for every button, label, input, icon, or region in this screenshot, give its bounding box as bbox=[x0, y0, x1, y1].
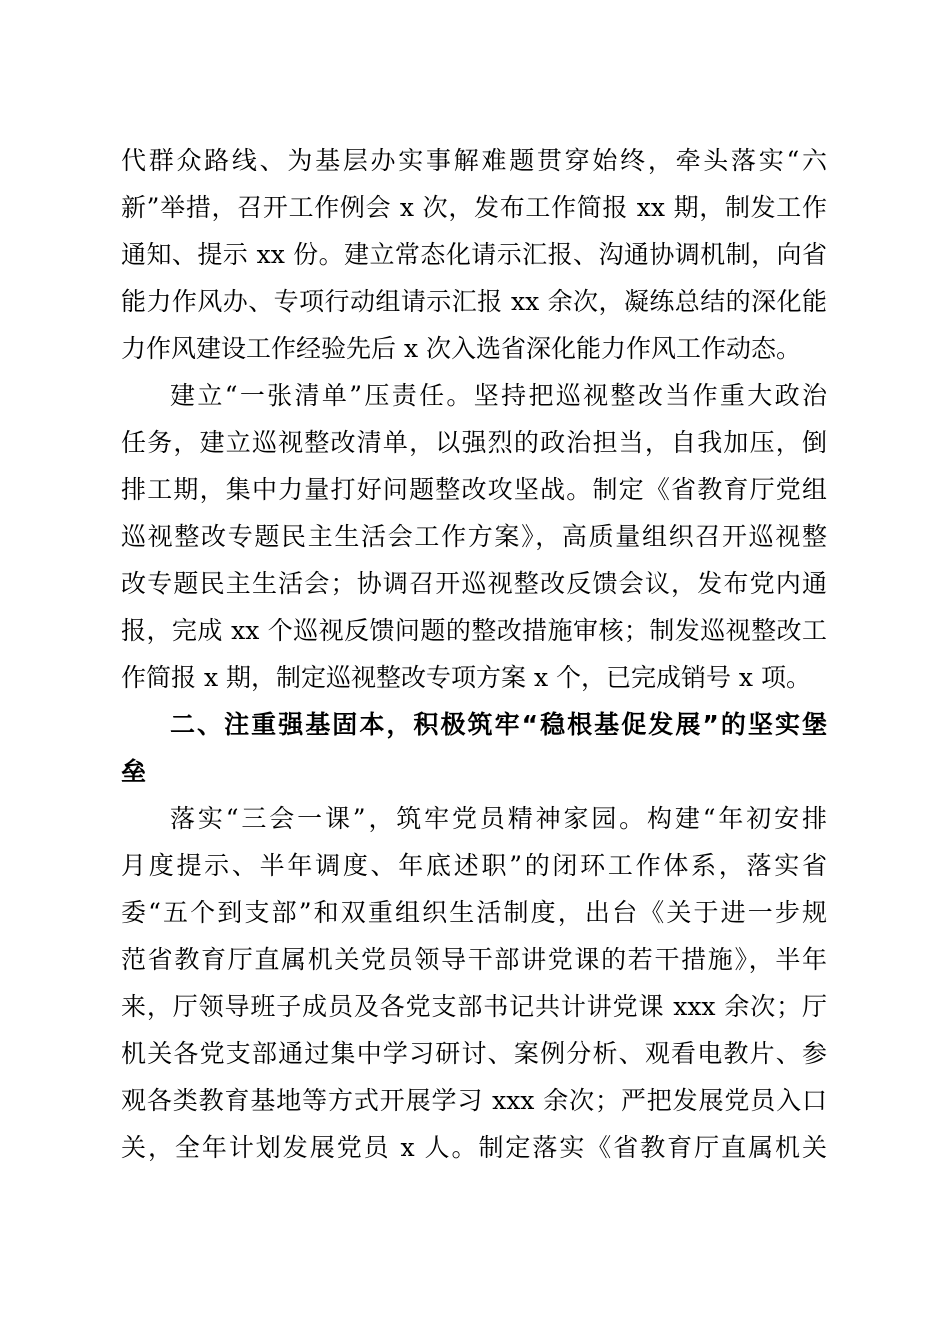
paragraph-2-line-3: 排工期，集中力量打好问题整改攻坚战。制定《省教育厅党组 bbox=[121, 475, 827, 504]
paragraph-3-line-5: 来，厅领导班子成员及各党支部书记共计讲党课 xxx 余次；厅 bbox=[121, 992, 827, 1021]
paragraph-2-line-7: 作简报 x 期，制定巡视整改专项方案 x 个，已完成销号 x 项。 bbox=[121, 663, 811, 692]
paragraph-2-line-1: 建立“一张清单”压责任。坚持把巡视整改当作重大政治 bbox=[170, 381, 827, 410]
paragraph-1-line-4: 能力作风办、专项行动组请示汇报 xx 余次，凝练总结的深化能 bbox=[121, 287, 827, 316]
paragraph-3-line-2: 月度提示、半年调度、年底述职”的闭环工作体系，落实省 bbox=[121, 851, 827, 880]
paragraph-3-line-8: 关，全年计划发展党员 x 人。制定落实《省教育厅直属机关 bbox=[121, 1133, 827, 1162]
paragraph-2-line-2: 任务，建立巡视整改清单，以强烈的政治担当，自我加压，倒 bbox=[121, 428, 827, 457]
paragraph-3-line-7: 观各类教育基地等方式开展学习 xxx 余次；严把发展党员入口 bbox=[121, 1086, 827, 1115]
paragraph-3-line-1: 落实“三会一课”，筑牢党员精神家园。构建“年初安排 bbox=[170, 804, 827, 833]
paragraph-3-line-4: 范省教育厅直属机关党员领导干部讲党课的若干措施》，半年 bbox=[121, 945, 827, 974]
paragraph-3-line-6: 机关各党支部通过集中学习研讨、案例分析、观看电教片、参 bbox=[121, 1039, 827, 1068]
paragraph-1-line-5: 力作风建设工作经验先后 x 次入选省深化能力作风工作动态。 bbox=[121, 334, 801, 363]
section-heading-line-1: 二、注重强基固本，积极筑牢“稳根基促发展”的坚实堡 bbox=[170, 710, 827, 739]
paragraph-2-line-6: 报，完成 xx 个巡视反馈问题的整改措施审核；制发巡视整改工 bbox=[121, 616, 827, 645]
paragraph-3-line-3: 委“五个到支部”和双重组织生活制度，出台《关于进一步规 bbox=[121, 898, 827, 927]
paragraph-2-line-4: 巡视整改专题民主生活会工作方案》，高质量组织召开巡视整 bbox=[121, 522, 827, 551]
paragraph-1-line-3: 通知、提示 xx 份。建立常态化请示汇报、沟通协调机制，向省 bbox=[121, 240, 827, 269]
paragraph-1-line-2: 新”举措，召开工作例会 x 次，发布工作简报 xx 期，制发工作 bbox=[121, 193, 827, 222]
paragraph-1-line-1: 代群众路线、为基层办实事解难题贯穿始终，牵头落实“六 bbox=[121, 146, 827, 175]
paragraph-2-line-5: 改专题民主生活会；协调召开巡视整改反馈会议，发布党内通 bbox=[121, 569, 827, 598]
section-heading-line-2: 垒 bbox=[121, 757, 147, 786]
